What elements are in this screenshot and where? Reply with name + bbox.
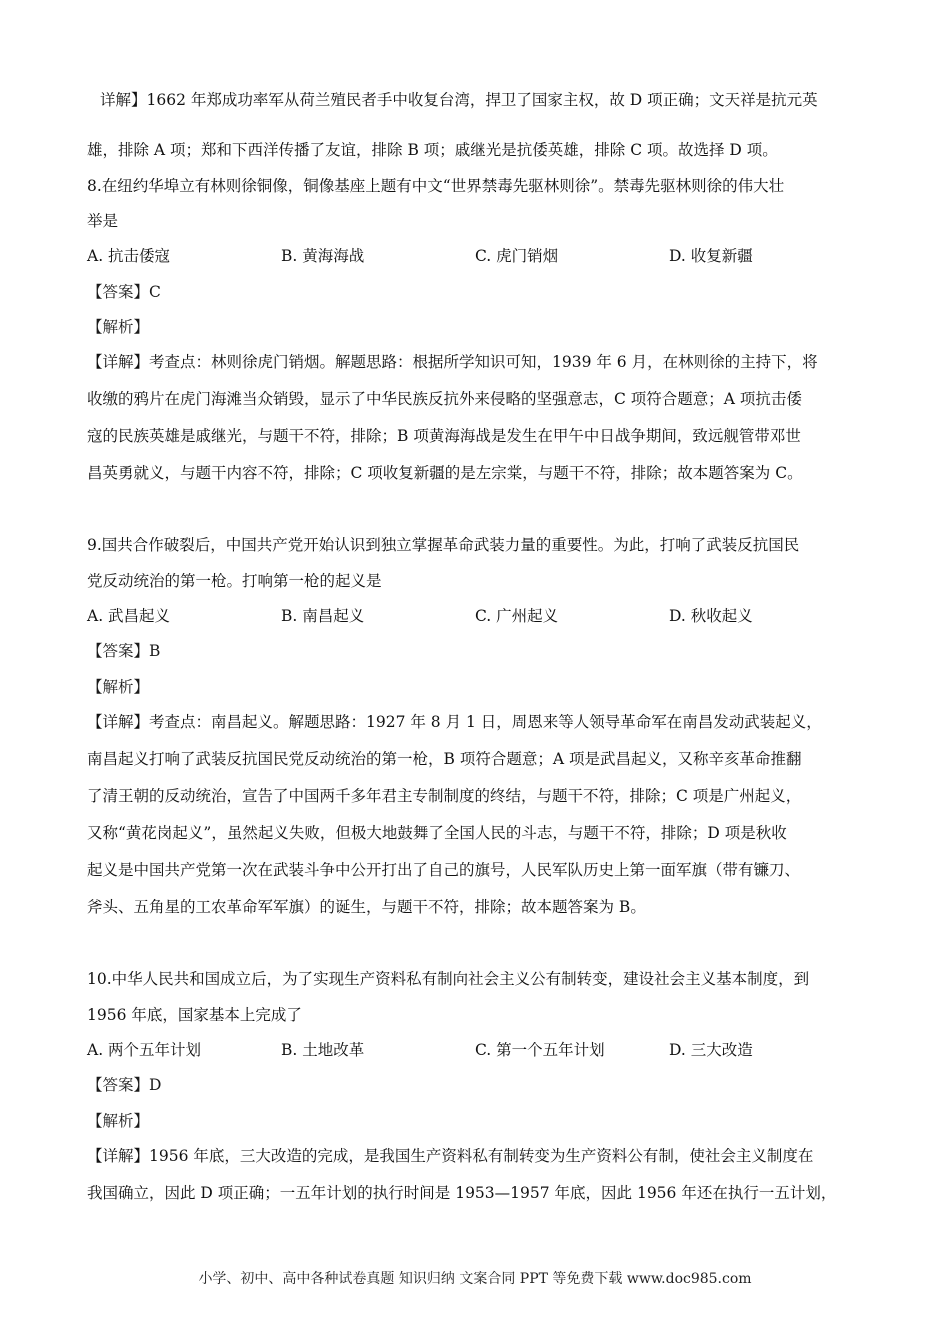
q9-option-d: D. 秋收起义 bbox=[669, 607, 753, 625]
q9-analysis-label: 【解析】 bbox=[87, 678, 150, 696]
q9-detail-line-2: 南昌起义打响了武装反抗国民党反动统治的第一枪，B 项符合题意；A 项是武昌起义，又称辛亥革命推翻 bbox=[87, 750, 802, 768]
q8-option-b: B. 黄海海战 bbox=[281, 247, 365, 265]
q10-answer: 【答案】D bbox=[87, 1076, 162, 1094]
q9-option-a: A. 武昌起义 bbox=[87, 607, 171, 625]
q10-option-d: D. 三大改造 bbox=[669, 1041, 753, 1059]
q9-stem-line-1: 9.国共合作破裂后，中国共产党开始认识到独立掌握革命武装力量的重要性。为此，打响了武装反抗国民 bbox=[87, 536, 800, 554]
page-footer: 小学、初中、高中各种试卷真题 知识归纳 文案合同 PPT 等免费下载 www.doc985.com bbox=[198, 1271, 752, 1287]
q8-answer: 【答案】C bbox=[87, 283, 161, 301]
q8-detail-line-1: 【详解】考查点：林则徐虎门销烟。解题思路：根据所学知识可知，1939 年 6 月，在林则徐的主持下，将 bbox=[87, 353, 818, 371]
q10-option-a: A. 两个五年计划 bbox=[87, 1041, 202, 1059]
q8-stem-line-2: 举是 bbox=[87, 212, 119, 230]
q8-detail-line-4: 昌英勇就义，与题干内容不符，排除；C 项收复新疆的是左宗棠，与题干不符，排除；故本题答案为 C。 bbox=[87, 464, 803, 482]
q9-option-b: B. 南昌起义 bbox=[281, 607, 365, 625]
q9-detail-line-3: 了清王朝的反动统治，宣告了中国两千多年君主专制制度的终结，与题干不符，排除；C 项是广州起义， bbox=[87, 787, 802, 805]
q9-detail-line-5: 起义是中国共产党第一次在武装斗争中公开打出了自己的旗号，人民军队历史上第一面军旗（带有镰刀、 bbox=[87, 861, 801, 879]
q10-analysis-label: 【解析】 bbox=[87, 1112, 150, 1130]
q10-stem-line-1: 10.中华人民共和国成立后，为了实现生产资料私有制向社会主义公有制转变，建设社会主义基本制度，到 bbox=[87, 970, 810, 988]
q10-option-c: C. 第一个五年计划 bbox=[475, 1041, 605, 1059]
q8-option-a: A. 抗击倭寇 bbox=[87, 247, 171, 265]
q8-option-d: D. 收复新疆 bbox=[669, 247, 753, 265]
q9-detail-line-1: 【详解】考查点：南昌起义。解题思路：1927 年 8 月 1 日，周恩来等人领导革命军在南昌发动武装起义， bbox=[87, 713, 822, 731]
q8-stem-line-1: 8.在纽约华埠立有林则徐铜像，铜像基座上题有中文“世界禁毒先驱林则徐”。禁毒先驱林则徐的伟大壮 bbox=[87, 177, 785, 195]
intro-line-2: 雄，排除 A 项；郑和下西洋传播了友谊，排除 B 项；戚继光是抗倭英雄，排除 C 项。故选择 D 项。 bbox=[87, 141, 778, 159]
q10-stem-line-2: 1956 年底，国家基本上完成了 bbox=[87, 1006, 302, 1024]
q8-analysis-label: 【解析】 bbox=[87, 318, 150, 336]
q10-detail-line-2: 我国确立，因此 D 项正确；一五年计划的执行时间是 1953—1957 年底，因此 1956 年还在执行一五计划， bbox=[87, 1184, 837, 1202]
q9-option-c: C. 广州起义 bbox=[475, 607, 559, 625]
q9-answer: 【答案】B bbox=[87, 642, 161, 660]
q8-detail-line-3: 寇的民族英雄是戚继光，与题干不符，排除；B 项黄海海战是发生在甲午中日战争期间，致远舰管带邓世 bbox=[87, 427, 801, 445]
q8-detail-line-2: 收缴的鸦片在虎门海滩当众销毁，显示了中华民族反抗外来侵略的坚强意志，C 项符合题意；A 项抗击倭 bbox=[87, 390, 802, 408]
q9-detail-line-6: 斧头、五角星的工农革命军军旗）的诞生，与题干不符，排除；故本题答案为 B。 bbox=[87, 898, 646, 916]
q10-detail-line-1: 【详解】1956 年底，三大改造的完成，是我国生产资料私有制转变为生产资料公有制，使社会主义制度在 bbox=[87, 1147, 814, 1165]
q8-option-c: C. 虎门销烟 bbox=[475, 247, 559, 265]
intro-line-1: 详解】1662 年郑成功率军从荷兰殖民者手中收复台湾，捍卫了国家主权，故 D 项正确；文天祥是抗元英 bbox=[100, 91, 818, 109]
q9-detail-line-4: 又称“黄花岗起义”，虽然起义失败，但极大地鼓舞了全国人民的斗志，与题干不符，排除；D 项是秋收 bbox=[87, 824, 787, 842]
q10-option-b: B. 土地改革 bbox=[281, 1041, 365, 1059]
q9-stem-line-2: 党反动统治的第一枪。打响第一枪的起义是 bbox=[87, 572, 382, 590]
